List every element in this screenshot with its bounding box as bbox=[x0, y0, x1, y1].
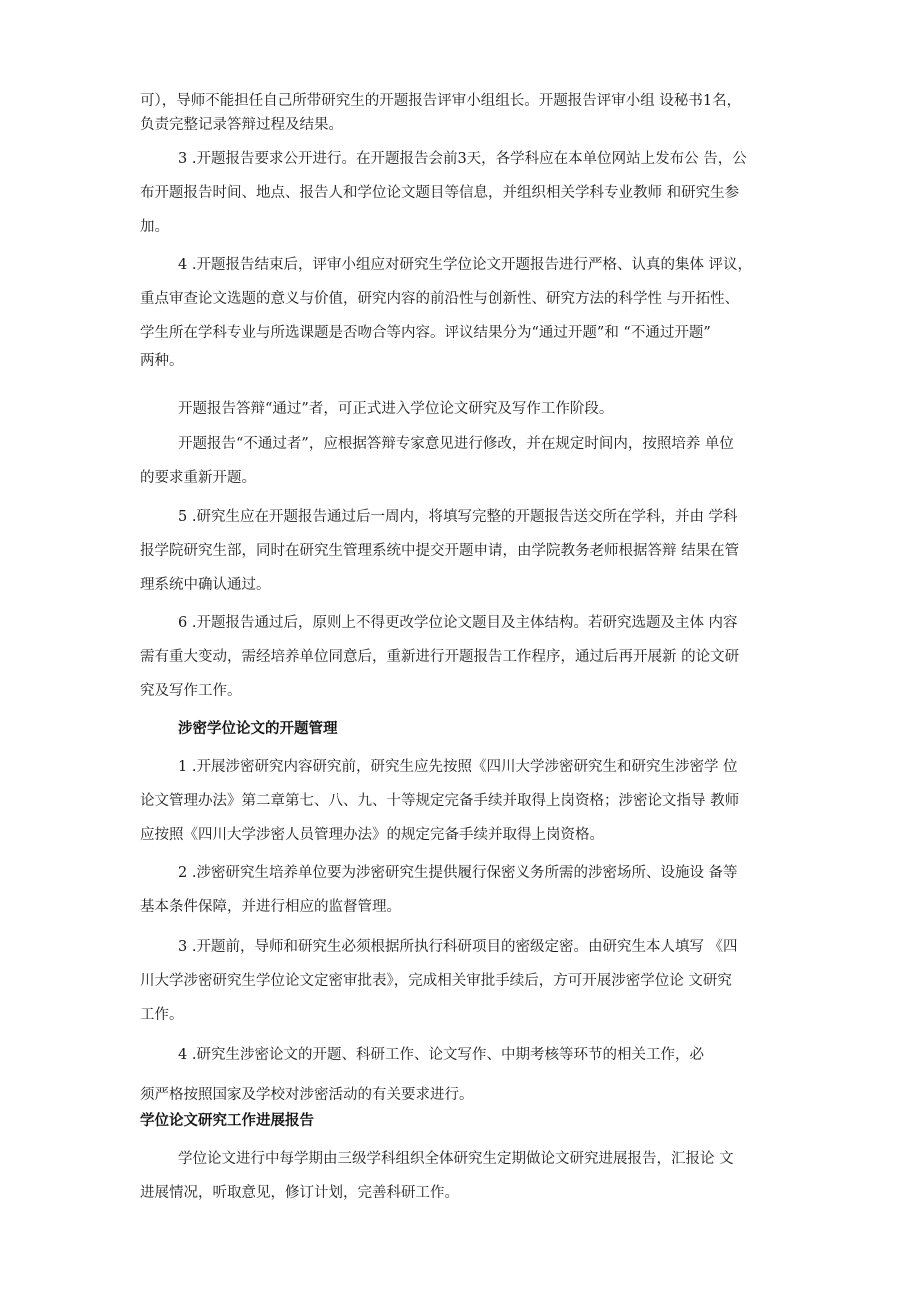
text-line: 负责完整记录答辩过程及结果。 bbox=[140, 117, 343, 133]
text-line: 论文管理办法》第二章第七、八、九、十等规定完备手续并取得上岗资格；涉密论文指导 教师 bbox=[140, 793, 740, 809]
paragraph-classified-3 bbox=[140, 930, 790, 1032]
paragraph-item-4-evaluation bbox=[140, 248, 790, 372]
text-line: 5 .研究生应在开题报告通过后一周内，将填写完整的开题报告送交所在学科，并由 学科 bbox=[178, 509, 738, 525]
text-line: 3 .开题前，导师和研究生必须根据所执行科研项目的密级定密。由研究生本人填写 《四 bbox=[178, 939, 738, 955]
text-line: 须严格按照国家及学校对涉密活动的有关要求进行。 bbox=[140, 1087, 474, 1103]
text-line: 可），导师不能担任自己所带研究生的开题报告评审小组组长。开题报告评审小组 设秘书1名， bbox=[140, 93, 742, 109]
text-line: 理系统中确认通过。 bbox=[140, 577, 271, 593]
paragraph-item-3-public bbox=[140, 142, 790, 244]
text-line: 的要求重新开题。 bbox=[140, 470, 256, 486]
text-line: 3 .开题报告要求公开进行。在开题报告会前3天，各学科应在本单位网站上发布公 告，公 bbox=[178, 151, 747, 167]
text-line: 加。 bbox=[140, 219, 169, 235]
text-line: 进展情况，听取意见，修订计划，完善科研工作。 bbox=[140, 1185, 459, 1201]
text-line: 工作。 bbox=[140, 1007, 184, 1023]
text-line: 重点审查论文选题的意义与价值，研究内容的前沿性与创新性、研究方法的科学性 与开拓性、 bbox=[140, 291, 740, 307]
paragraph-item-6-changes bbox=[140, 606, 790, 708]
text-line: 1 .开展涉密研究内容研究前，研究生应先按照《四川大学涉密研究生和研究生涉密学 位 bbox=[178, 759, 738, 775]
text-line: 开题报告“不通过者”，应根据答辩专家意见进行修改，并在规定时间内，按照培养 单位 bbox=[178, 436, 734, 452]
paragraph-pass bbox=[140, 392, 790, 426]
section-heading-classified: 涉密学位论文的开题管理 bbox=[178, 721, 338, 737]
text-line: 川大学涉密研究生学位论文定密审批表》，完成相关审批手续后，方可开展涉密学位论 文研究 bbox=[140, 973, 732, 989]
text-line: 基本条件保障，并进行相应的监督管理。 bbox=[140, 899, 401, 915]
text-line: 究及写作工作。 bbox=[140, 683, 242, 699]
paragraph-item-5-submit bbox=[140, 500, 790, 602]
text-line: 4 .开题报告结束后，评审小组应对研究生学位论文开题报告进行严格、认真的集体 评议， bbox=[178, 257, 753, 273]
text-line: 学生所在学科专业与所选课题是否吻合等内容。评议结果分为“通过开题”和 “不通过开题” bbox=[140, 325, 711, 341]
text-line: 需有重大变动，需经培养单位同意后，重新进行开题报告工作程序，通过后再开展新 的论文研 bbox=[140, 649, 740, 665]
paragraph-classified-4 bbox=[140, 1035, 790, 1115]
paragraph-progress-report bbox=[140, 1142, 790, 1210]
text-line: 学位论文进行中每学期由三级学科组织全体研究生定期做论文研究进展报告，汇报论 文 bbox=[178, 1151, 734, 1167]
paragraph-review-panel bbox=[140, 89, 790, 137]
text-line: 应按照《四川大学涉密人员管理办法》的规定完备手续并取得上岗资格。 bbox=[140, 827, 604, 843]
text-line: 报学院研究生部，同时在研究生管理系统中提交开题申请，由学院教务老师根据答辩 结果在管 bbox=[140, 543, 740, 559]
paragraph-fail bbox=[140, 427, 790, 495]
text-line: 6 .开题报告通过后，原则上不得更改学位论文题目及主体结构。若研究选题及主体 内容 bbox=[178, 615, 738, 631]
text-line: 两种。 bbox=[140, 353, 184, 369]
text-line: 2 .涉密研究生培养单位要为涉密研究生提供履行保密义务所需的涉密场所、设施设 备等 bbox=[178, 865, 738, 881]
section-heading-progress-report: 学位论文研究工作进展报告 bbox=[140, 1113, 314, 1129]
text-line: 布开题报告时间、地点、报告人和学位论文题目等信息，并组织相关学科专业教师 和研究生参 bbox=[140, 185, 740, 201]
paragraph-classified-1 bbox=[140, 750, 790, 852]
text-line: 4 .研究生涉密论文的开题、科研工作、论文写作、中期考核等环节的相关工作，必 bbox=[178, 1047, 704, 1063]
text-line: 开题报告答辩“通过”者，可正式进入学位论文研究及写作工作阶段。 bbox=[178, 401, 614, 417]
paragraph-classified-2 bbox=[140, 856, 790, 924]
